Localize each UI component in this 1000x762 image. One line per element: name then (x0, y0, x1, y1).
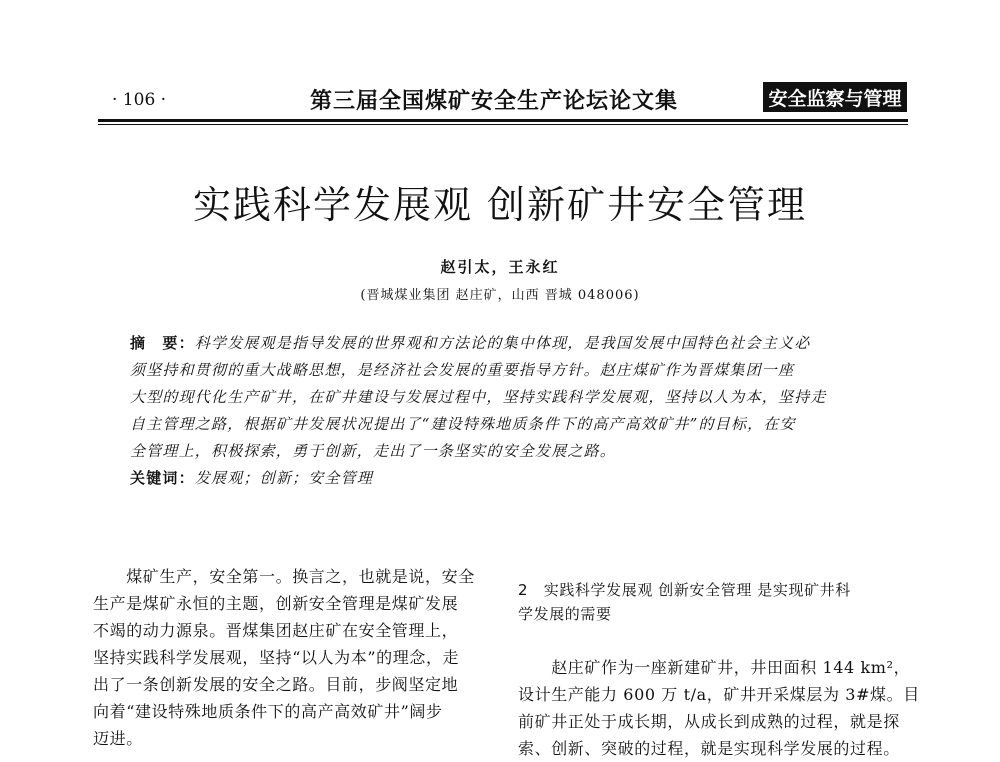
section-spacer (518, 626, 913, 654)
paragraph-line: 前矿井正处于成长期，从成长到成熟的过程，就是探 (518, 712, 900, 731)
article-affiliation: (晋城煤业集团 赵庄矿，山西 晋城 048006) (360, 288, 640, 303)
paragraph-line: 设计生产能力 600 万 t/a，矿井开采煤层为 3#煤。目 (518, 685, 920, 704)
section-tag: 安全监察与管理 (763, 82, 907, 112)
paragraph-line: 赵庄矿作为一座新建矿井，井田面积 144 km²， (518, 658, 911, 677)
paragraph-line: 煤矿生产，安全第一。换言之，也就是说，安全 (93, 567, 475, 586)
abstract-line: 摘 要：科学发展观是指导发展的世界观和方法论的集中体现，是我国发展中国特色社会主义必 (130, 334, 811, 352)
section-heading: 学发展的需要 (518, 605, 612, 623)
paragraph-line: 向着“建设特殊地质条件下的高产高效矿井”阔步 (93, 702, 443, 721)
paragraph-line: 坚持实践科学发展观，坚持“以人为本”的理念，走 (93, 648, 460, 667)
paragraph-line: 不竭的动力源泉。晋煤集团赵庄矿在安全管理上， (93, 621, 459, 640)
header-rule-thick (98, 119, 908, 122)
header-rule-thin (98, 124, 908, 125)
abstract-line: 自主管理之路，根据矿井发展状况提出了“建设特殊地质条件下的高产高效矿井”的目标，在安 (130, 415, 796, 433)
abstract (130, 330, 870, 492)
paragraph-line: 索、创新、突破的过程，就是实现科学发展的过程。 (518, 739, 900, 758)
abstract-line: 大型的现代化生产矿井，在矿井建设与发展过程中，坚持实践科学发展观，坚持以人为本，坚持走 (130, 388, 827, 406)
keywords-line (130, 465, 870, 492)
section-heading: 2 实践科学发展观 创新安全管理 是实现矿井科 (518, 581, 851, 599)
body-right-column (518, 578, 920, 762)
page-number: · 106 · (112, 90, 167, 110)
paragraph-line: 迈进。 (93, 729, 143, 748)
keywords: 发展观；创新；安全管理 (194, 469, 374, 487)
abstract-label: 摘 要： (130, 334, 195, 352)
body-left-column (93, 563, 488, 752)
article-title: 实践科学发展观 创新矿井安全管理 (192, 183, 808, 227)
abstract-line: 全管理上，积极探索，勇于创新，走出了一条坚实的安全发展之路。 (130, 442, 617, 460)
abstract-line: 须坚持和贯彻的重大战略思想，是经济社会发展的重要指导方针。赵庄煤矿作为晋煤集团一座 (130, 361, 795, 379)
article-authors: 赵引太，王永红 (440, 258, 560, 276)
keywords-label: 关键词： (130, 469, 195, 487)
paragraph-line: 生产是煤矿永恒的主题，创新安全管理是煤矿发展 (93, 594, 459, 613)
paragraph-line: 出了一条创新发展的安全之路。目前，步阀坚定地 (93, 675, 459, 694)
journal-title: 第三届全国煤矿安全生产论坛论文集 (310, 89, 679, 114)
